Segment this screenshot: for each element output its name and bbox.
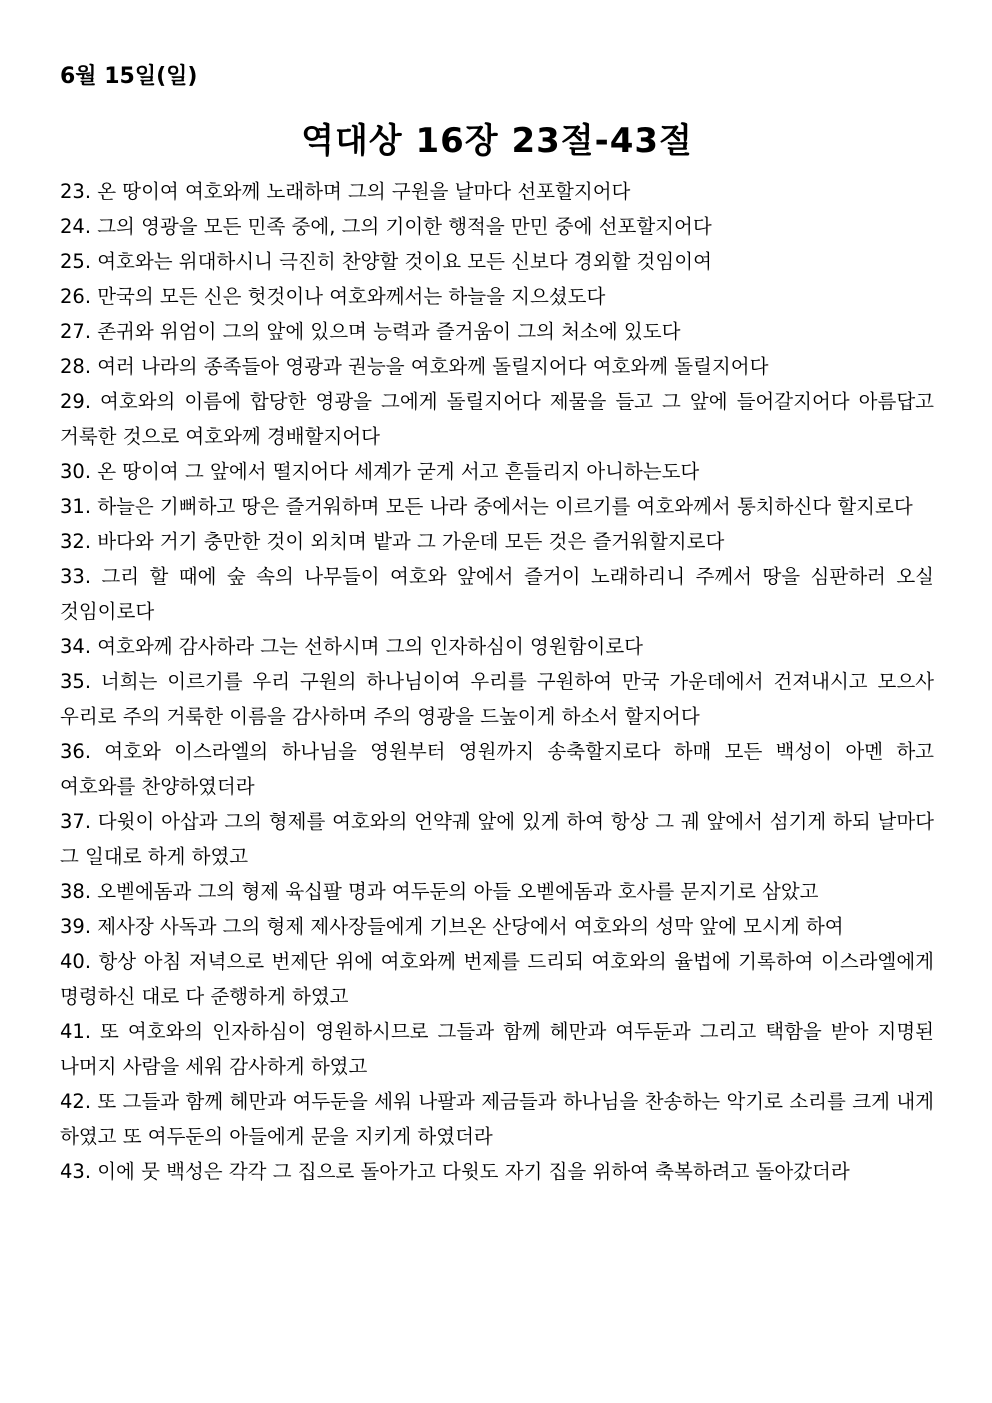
verse-35: 35. 너희는 이르기를 우리 구원의 하나님이여 우리를 구원하여 만국 가운데에서 건져내시고 모으사 우리로 주의 거룩한 이름을 감사하며 주의 영광을 드높이게 하소서 할지어다 xyxy=(60,670,934,728)
verse-28: 28. 여러 나라의 종족들아 영광과 권능을 여호와께 돌릴지어다 여호와께 돌릴지어다 xyxy=(60,355,769,378)
verse-31: 31. 하늘은 기뻐하고 땅은 즐거워하며 모든 나라 중에서는 이르기를 여호와께서 통치하신다 할지로다 xyxy=(60,495,913,518)
verse-34: 34. 여호와께 감사하라 그는 선하시며 그의 인자하심이 영원함이로다 xyxy=(60,635,644,658)
verse-33: 33. 그리 할 때에 숲 속의 나무들이 여호와 앞에서 즐거이 노래하리니 주께서 땅을 심판하러 오실 것임이로다 xyxy=(60,565,934,623)
verse-30: 30. 온 땅이여 그 앞에서 떨지어다 세계가 굳게 서고 흔들리지 아니하는도다 xyxy=(60,460,700,483)
verse-list xyxy=(60,174,934,1189)
page-title: 역대상 16장 23절-43절 xyxy=(301,121,693,161)
verse-23: 23. 온 땅이여 여호와께 노래하며 그의 구원을 날마다 선포할지어다 xyxy=(60,180,631,203)
verse-29: 29. 여호와의 이름에 합당한 영광을 그에게 돌릴지어다 제물을 들고 그 앞에 들어갈지어다 아름답고 거룩한 것으로 여호와께 경배할지어다 xyxy=(60,390,934,448)
verse-38: 38. 오벧에돔과 그의 형제 육십팔 명과 여두둔의 아들 오벧에돔과 호사를 문지기로 삼았고 xyxy=(60,880,819,903)
verse-37: 37. 다윗이 아삽과 그의 형제를 여호와의 언약궤 앞에 있게 하여 항상 그 궤 앞에서 섬기게 하되 날마다 그 일대로 하게 하였고 xyxy=(60,810,934,868)
verse-26: 26. 만국의 모든 신은 헛것이나 여호와께서는 하늘을 지으셨도다 xyxy=(60,285,606,308)
verse-25: 25. 여호와는 위대하시니 극진히 찬양할 것이요 모든 신보다 경외할 것임이여 xyxy=(60,250,712,273)
verse-43: 43. 이에 뭇 백성은 각각 그 집으로 돌아가고 다윗도 자기 집을 위하여 축복하려고 돌아갔더라 xyxy=(60,1160,850,1183)
verse-24: 24. 그의 영광을 모든 민족 중에, 그의 기이한 행적을 만민 중에 선포할지어다 xyxy=(60,215,712,238)
verse-36: 36. 여호와 이스라엘의 하나님을 영원부터 영원까지 송축할지로다 하매 모든 백성이 아멘 하고 여호와를 찬양하였더라 xyxy=(60,740,934,798)
verse-27: 27. 존귀와 위엄이 그의 앞에 있으며 능력과 즐거움이 그의 처소에 있도다 xyxy=(60,320,681,343)
date-heading: 6월 15일(일) xyxy=(60,64,198,89)
verse-32: 32. 바다와 거기 충만한 것이 외치며 밭과 그 가운데 모든 것은 즐거워할지로다 xyxy=(60,530,725,553)
verse-39: 39. 제사장 사독과 그의 형제 제사장들에게 기브온 산당에서 여호와의 성막 앞에 모시게 하여 xyxy=(60,915,844,938)
verse-41: 41. 또 여호와의 인자하심이 영원하시므로 그들과 함께 헤만과 여두둔과 그리고 택함을 받아 지명된 나머지 사람을 세워 감사하게 하였고 xyxy=(60,1020,934,1078)
verse-40: 40. 항상 아침 저녁으로 번제단 위에 여호와께 번제를 드리되 여호와의 율법에 기록하여 이스라엘에게 명령하신 대로 다 준행하게 하였고 xyxy=(60,950,934,1008)
verse-42: 42. 또 그들과 함께 헤만과 여두둔을 세워 나팔과 제금들과 하나님을 찬송하는 악기로 소리를 크게 내게 하였고 또 여두둔의 아들에게 문을 지키게 하였더라 xyxy=(60,1090,934,1148)
